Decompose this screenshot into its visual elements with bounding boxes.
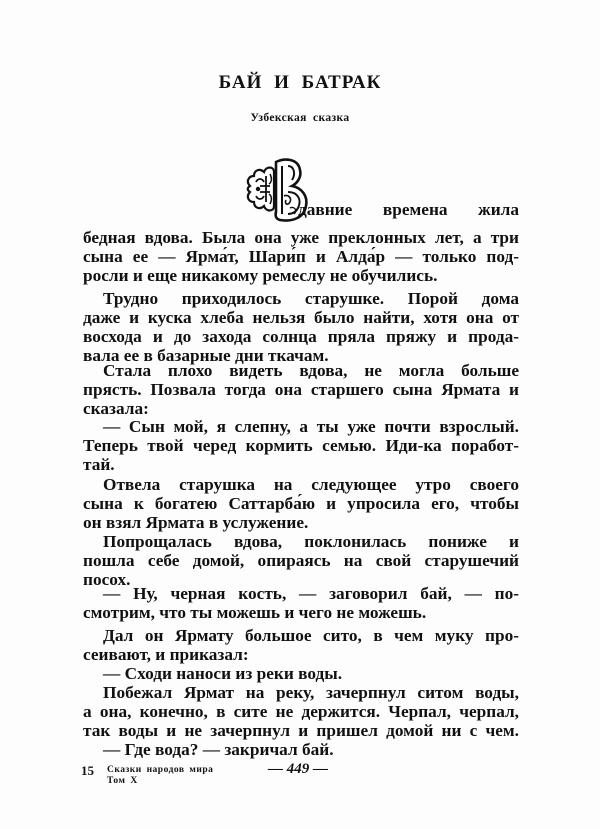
text-line: росли и еще никакому ремеслу не обучились. <box>83 266 438 285</box>
page-number: — 449 — <box>268 761 328 777</box>
text-line: так воды и не зачерпнул и пришел домой ни с чем. <box>83 721 519 740</box>
text-line: прясть. Позвала тогда она старшего сына Ярмата и <box>83 380 519 399</box>
text-line: Теперь твой черед кормить семью. Иди-ка поработ- <box>83 436 519 455</box>
story-subtitle: Узбекская сказка <box>250 112 350 124</box>
text-line: сказала: <box>83 399 149 418</box>
volume-label: Том X <box>107 776 138 786</box>
text-line: он взял Ярмата в услужение. <box>83 513 309 532</box>
text-line: сына к богатею Саттарба́ю и упросила его, чтобы <box>83 494 519 513</box>
text-line: посох. <box>83 570 131 589</box>
paragraph-start-line: Дал он Ярмату большое сито, в чем муку про- <box>103 626 519 645</box>
text-line: вала ее в базарные дни ткачам. <box>83 346 329 365</box>
book-title: Сказки народов мира <box>107 765 214 775</box>
text-line: а она, конечно, в сите не держится. Черпал, черпал, <box>83 702 519 721</box>
text-line: давние времена жила <box>298 200 519 219</box>
dialogue-line: — Ну, черная кость, — заговорил бай, — по- <box>103 584 519 603</box>
paragraph-start-line: Трудно приходилось старушке. Порой дома <box>103 289 519 308</box>
dialogue-line: — Сын мой, я слепну, а ты уже почти взрослый. <box>103 417 519 436</box>
text-line: сына ее — Ярма́т, Шари́п и Алда́р — только под- <box>83 247 519 266</box>
paragraph-start-line: Побежал Ярмат на реку, зачерпнул ситом воды, <box>103 683 519 702</box>
story-title: БАЙ И БАТРАК <box>218 72 382 93</box>
text-line: восхода и до захода солнца пряла пряжу и прода- <box>83 327 519 346</box>
dialogue-line: — Где вода? — закричал бай. <box>103 740 334 759</box>
text-line: пошла себе домой, опираясь на свой старушечий <box>83 551 519 570</box>
text-line: смотрим, что ты можешь и чего не можешь. <box>83 603 427 622</box>
text-line: даже и куска хлеба нельзя было найти, хотя она от <box>83 308 519 327</box>
paragraph-start-line: Отвела старушка на следующее утро своего <box>103 475 519 494</box>
paragraph-start-line: Попрощалась вдова, поклонилась пониже и <box>103 532 519 551</box>
signature-number: 15 <box>81 763 94 778</box>
paragraph-start-line: Стала плохо видеть вдова, не могла больше <box>103 361 519 380</box>
text-line: тай. <box>83 455 115 474</box>
text-line: сеивают, и приказал: <box>83 645 249 664</box>
dialogue-line: — Сходи наноси из реки воды. <box>103 664 343 683</box>
text-line: бедная вдова. Была она уже преклонных лет, а три <box>83 228 519 247</box>
footer-book-info <box>107 765 213 787</box>
